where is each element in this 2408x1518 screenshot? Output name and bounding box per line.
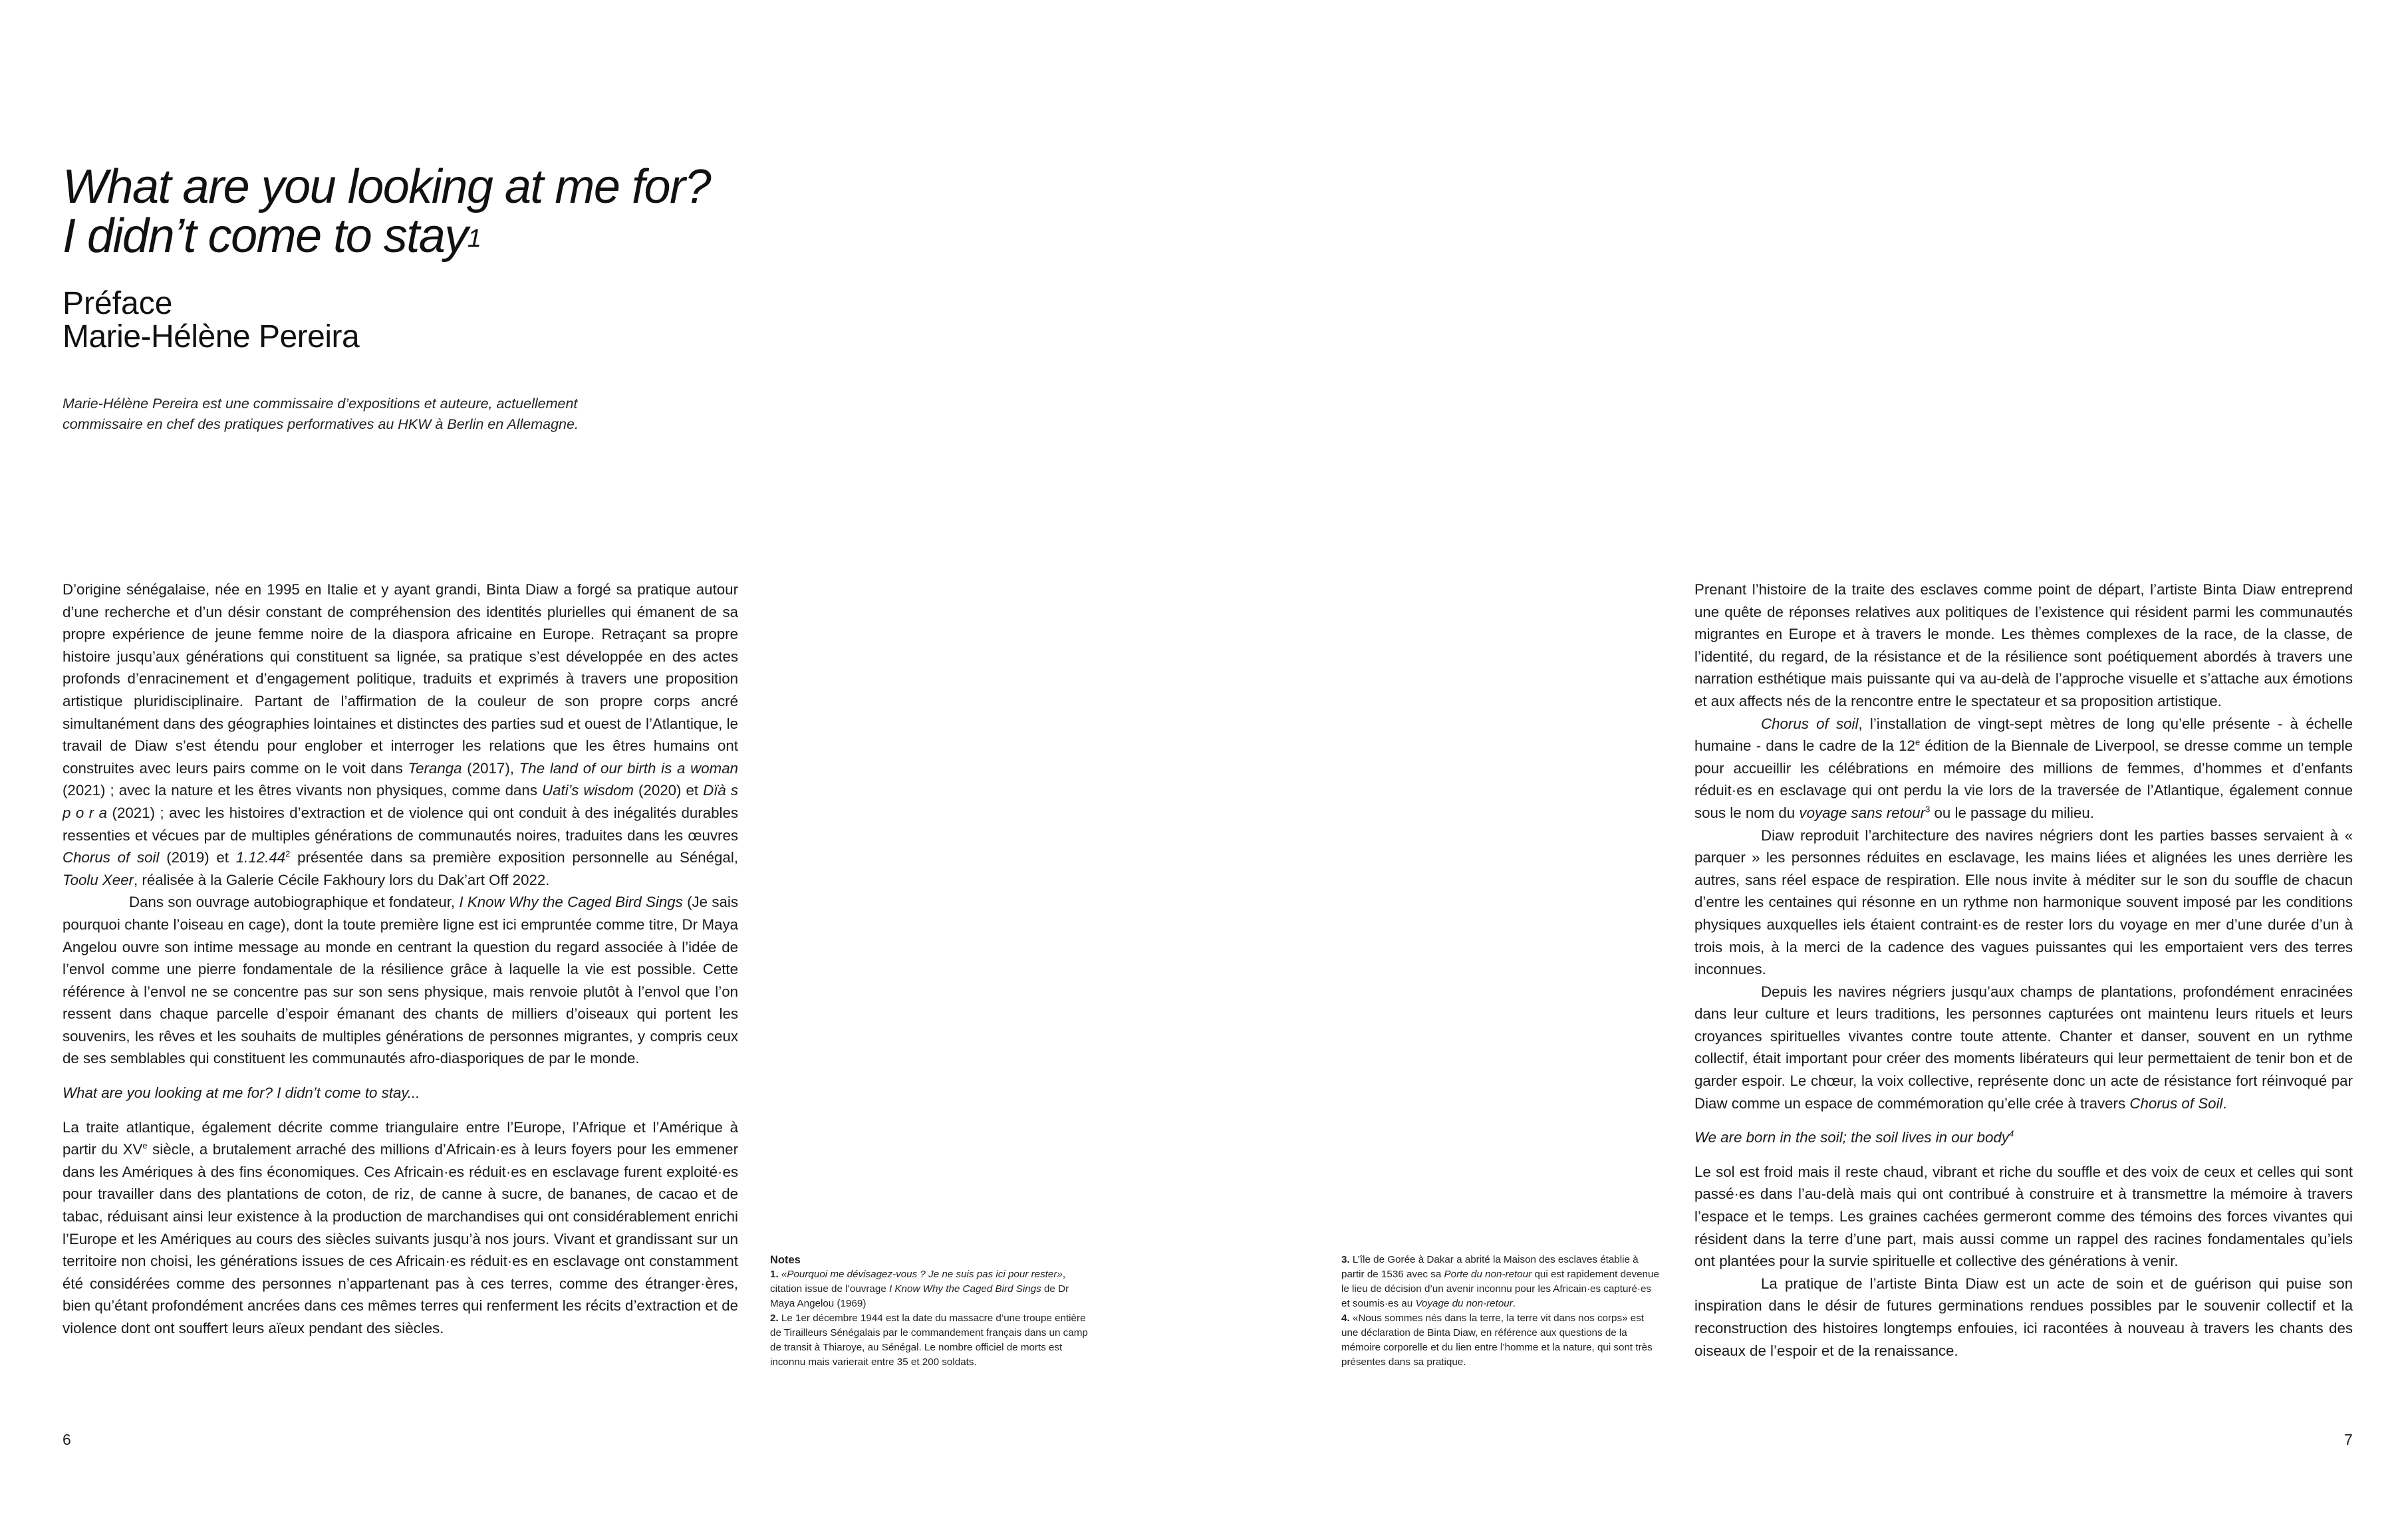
author-name: Marie-Hélène Pereira <box>63 319 360 354</box>
title-note-ref: 1 <box>467 225 481 253</box>
footnote-ref: 4 <box>2009 1128 2014 1139</box>
author-bio: Marie-Hélène Pereira est une commissaire d’expositions et auteure, actuellement commissaire en chef des pratiques performatives au HKW à Berlin en Allemagne. <box>63 396 579 432</box>
notes-block-1 <box>770 1253 1089 1370</box>
note-1: 1. «Pourquoi me dévisagez-vous ? Je ne suis pas ici pour rester», citation issue de l’ouvrage I Know Why the Caged Bird Sings de Dr Maya Angelou (1969) <box>770 1269 1069 1309</box>
section-label: Préface <box>63 286 173 321</box>
paragraph: Prenant l’histoire de la traite des esclaves comme point de départ, l’artiste Binta Diaw entreprend une quête de réponses relatives aux politiques de l’existence qui résident parmi les communautés migrantes en Europe et à travers le monde. Les thèmes complexes de la race, de la classe, de l’identité, du regard, de la résistance et de la résilience sont poétiquement abordés à travers une narration esthétique mais puissante qui va au-delà de l’approche visuelle et s’attache aux émotions et aux affects nés de la rencontre entre le spectateur et sa proposition artistique. <box>1694 581 2353 709</box>
page-number-right: 7 <box>2344 1431 2353 1448</box>
notes-title: Notes <box>770 1254 801 1266</box>
note-4: 4. «Nous sommes nés dans la terre, la terre vit dans nos corps» est une déclaration de Binta Diaw, en référence aux questions de la mémoire corporelle et du lien entre l’homme et la nature, qui sont très présentes dans sa pratique. <box>1341 1313 1653 1368</box>
paragraph: Le sol est froid mais il reste chaud, vibrant et riche du souffle et des voix de ceux et celles qui sont passé·es dans l’au-delà mais qui ont contribué à construire et à transmettre la mémoire à travers l’espace et le temps. Les graines cachées germeront comme des témoins des forces vivantes qui résident dans la terre d’une part, mais aussi comme un rappel des racines fondamentales qu’iels ont plantées pour la survie spirituelle et collective des générations à venir. <box>1694 1163 2353 1270</box>
page-number-left: 6 <box>63 1431 71 1448</box>
pull-quote: What are you looking at me for? I didn’t come to stay... <box>63 1084 420 1102</box>
title-line-2: I didn’t come to stay <box>63 209 468 263</box>
article-title <box>63 162 710 261</box>
paragraph: La traite atlantique, également décrite comme triangulaire entre l’Europe, l’Afrique et l’Amérique à partir du XVe siècle, a brutalement arraché des millions d’Africain·es à leurs foyers pour les emmener dans les Amériques à des fins économiques. Ces Africain·es réduit·es en esclavage furent exploité·es pour travailler dans des plantations de coton, de riz, de canne à sucre, de bananes, de cacao et de tabac, réduisant ainsi leur existence à la production de marchandises qui ont considérablement enrichi l’Europe et les Amériques au cours des siècles suivants jusqu’à nos jours. Vivant et grandissant sur un territoire non choisi, les générations issues de ces Africain·es réduit·es en esclavage ont constamment été considérées comme des personnes n’appartenant pas à ces terres, comme des étranger·ères, bien qu’étant profondément ancrées dans ces mêmes terres qui renferment les récits d’extraction et de violence dont ont souffert leurs aïeux pendant des siècles. <box>63 1118 738 1336</box>
footnote-ref: 3 <box>1925 804 1931 815</box>
paragraph: Dans son ouvrage autobiographique et fondateur, I Know Why the Caged Bird Sings (Je sais pourquoi chante l’oiseau en cage), dont la toute première ligne est ici empruntée comme titre, Dr Maya Angelou ouvre son intime message au monde en centrant la question du regard associée à l’idée de l’envol comme une pierre fondamentale de la résilience grâce à laquelle la vie est possible. Cette référence à l’envol ne se concentre pas sur son sens physique, mais renvoie plutôt à l’envol que l’on ressent dans chaque parcelle d’espoir émanant des chants de milliers d’oiseaux qui portent les souvenirs, les rêves et les souhaits de multiples générations de personnes migrantes, y compris ceux de ses semblables qui constituent les communautés afro-diasporiques de par le monde. <box>63 894 739 1067</box>
pull-quote: We are born in the soil; the soil lives in our body$^4$ <box>1694 1128 2014 1146</box>
right-body-column <box>1694 578 2353 1362</box>
notes-block-2 <box>1341 1253 1661 1370</box>
title-line-1: What are you looking at me for? <box>63 160 711 213</box>
note-2: 2. Le 1er décembre 1944 est la date du massacre d’une troupe entière de Tirailleurs Sénégalais par le commandement français dans un camp de transit à Thiaroye, au Sénégal. Le nombre officiel de morts est inconnu mais varierait entre 35 et 200 soldats. <box>770 1313 1088 1368</box>
paragraph: D’origine sénégalaise, née en 1995 en Italie et y ayant grandi, Binta Diaw a forgé sa pratique autour d’une recherche et d’un désir constant de compréhension des identités plurielles qui émanent de sa propre expérience de jeune femme noire de la diaspora africaine en Europe. Retraçant sa propre histoire jusqu’aux générations qui constituent sa lignée, sa pratique s’est développée en des actes profonds d’enracinement et d’engagement politique, traduits et exprimés à travers une proposition artistique pluridisciplinaire. Partant de l’affirmation de la couleur de son propre corps ancré simultanément dans des géographies lointaines et distinctes des parties sud et ouest de l’Atlantique, le travail de Diaw s’est étendu pour englober et interroger les relations que les êtres humains ont construites avec leurs pairs comme on le voit dans Teranga (2017), The land of our birth is a woman (2021) ; avec la nature et les êtres vivants non physiques, comme dans Uati’s wisdom (2020) et Dïà s p o r a (2021) ; avec les histoires d’extraction et de violence qui ont conduit à des inégalités durables ressenties et vécues par de multiples générations de communautés noires, traduites dans les œuvres Chorus of soil (2019) et 1.12.44$^2$ présentée dans sa première exposition personnelle au Sénégal, Toolu Xeer, réalisée à la Galerie Cécile Fakhoury lors du Dak’art Off 2022. <box>63 581 738 888</box>
paragraph: Chorus of soil, l’installation de vingt-sept mètres de long qu’elle présente - à échelle humaine - dans le cadre de la 12e édition de la Biennale de Liverpool, se dresse comme un temple pour accueillir les célébrations en mémoire des millions de femmes, d’hommes et d’enfants réduit·es en esclavage qui ont perdu la vie lors de la traversée de l’Atlantique, également connue sous le nom du voyage sans retour$^3$ ou le passage du milieu. <box>1694 715 2353 821</box>
paragraph: La pratique de l’artiste Binta Diaw est un acte de soin et de guérison qui puise son inspiration dans le désir de futures germinations rendues possibles par le souvenir collectif et la reconstruction des histoires longtemps enfouies, ici racontées à nouveau à travers les chants des oiseaux de l’espoir et de la renaissance. <box>1694 1275 2353 1359</box>
footnote-ref: 2 <box>285 848 291 859</box>
paragraph: Depuis les navires négriers jusqu’aux champs de plantations, profondément enracinées dans leur culture et leurs traditions, les personnes capturées ont maintenu leurs rituels et leurs croyances spirituelles vivantes contre toute attente. Chanter et danser, souvent en un rythme collectif, était important pour créer des moments libérateurs qui leur permettaient de tenir bon et de garder espoir. Le chœur, la voix collective, représente donc un acte de résistance fort réinvoqué par Diaw comme un espace de commémoration qu’elle crée à travers Chorus of Soil. <box>1694 983 2353 1112</box>
left-body-column <box>63 578 738 1340</box>
note-3: 3. L’île de Gorée à Dakar a abrité la Maison des esclaves établie à partir de 1536 avec sa Porte du non-retour qui est rapidement devenue le lieu de décision d’un avenir inconnu pour les Africain·es capturé·es et soumis·es au Voyage du non-retour. <box>1341 1254 1659 1309</box>
paragraph: Diaw reproduit l’architecture des navires négriers dont les parties basses servaient à « parquer » les personnes réduites en esclavage, les mains liées et alignées les unes derrière les autres, sans réel espace de respiration. Elle nous invite à méditer sur le son du souffle de chacun d’entre les centaines qui résonne en un rythme non harmonique souvent imposé par les conditions physiques auxquelles iels étaient contraint·es de rester lors du voyage en mer d’une durée d’un à trois mois, à la merci de la cadence des vagues puissantes qui les emportaient vers des terres inconnues. <box>1694 826 2353 978</box>
